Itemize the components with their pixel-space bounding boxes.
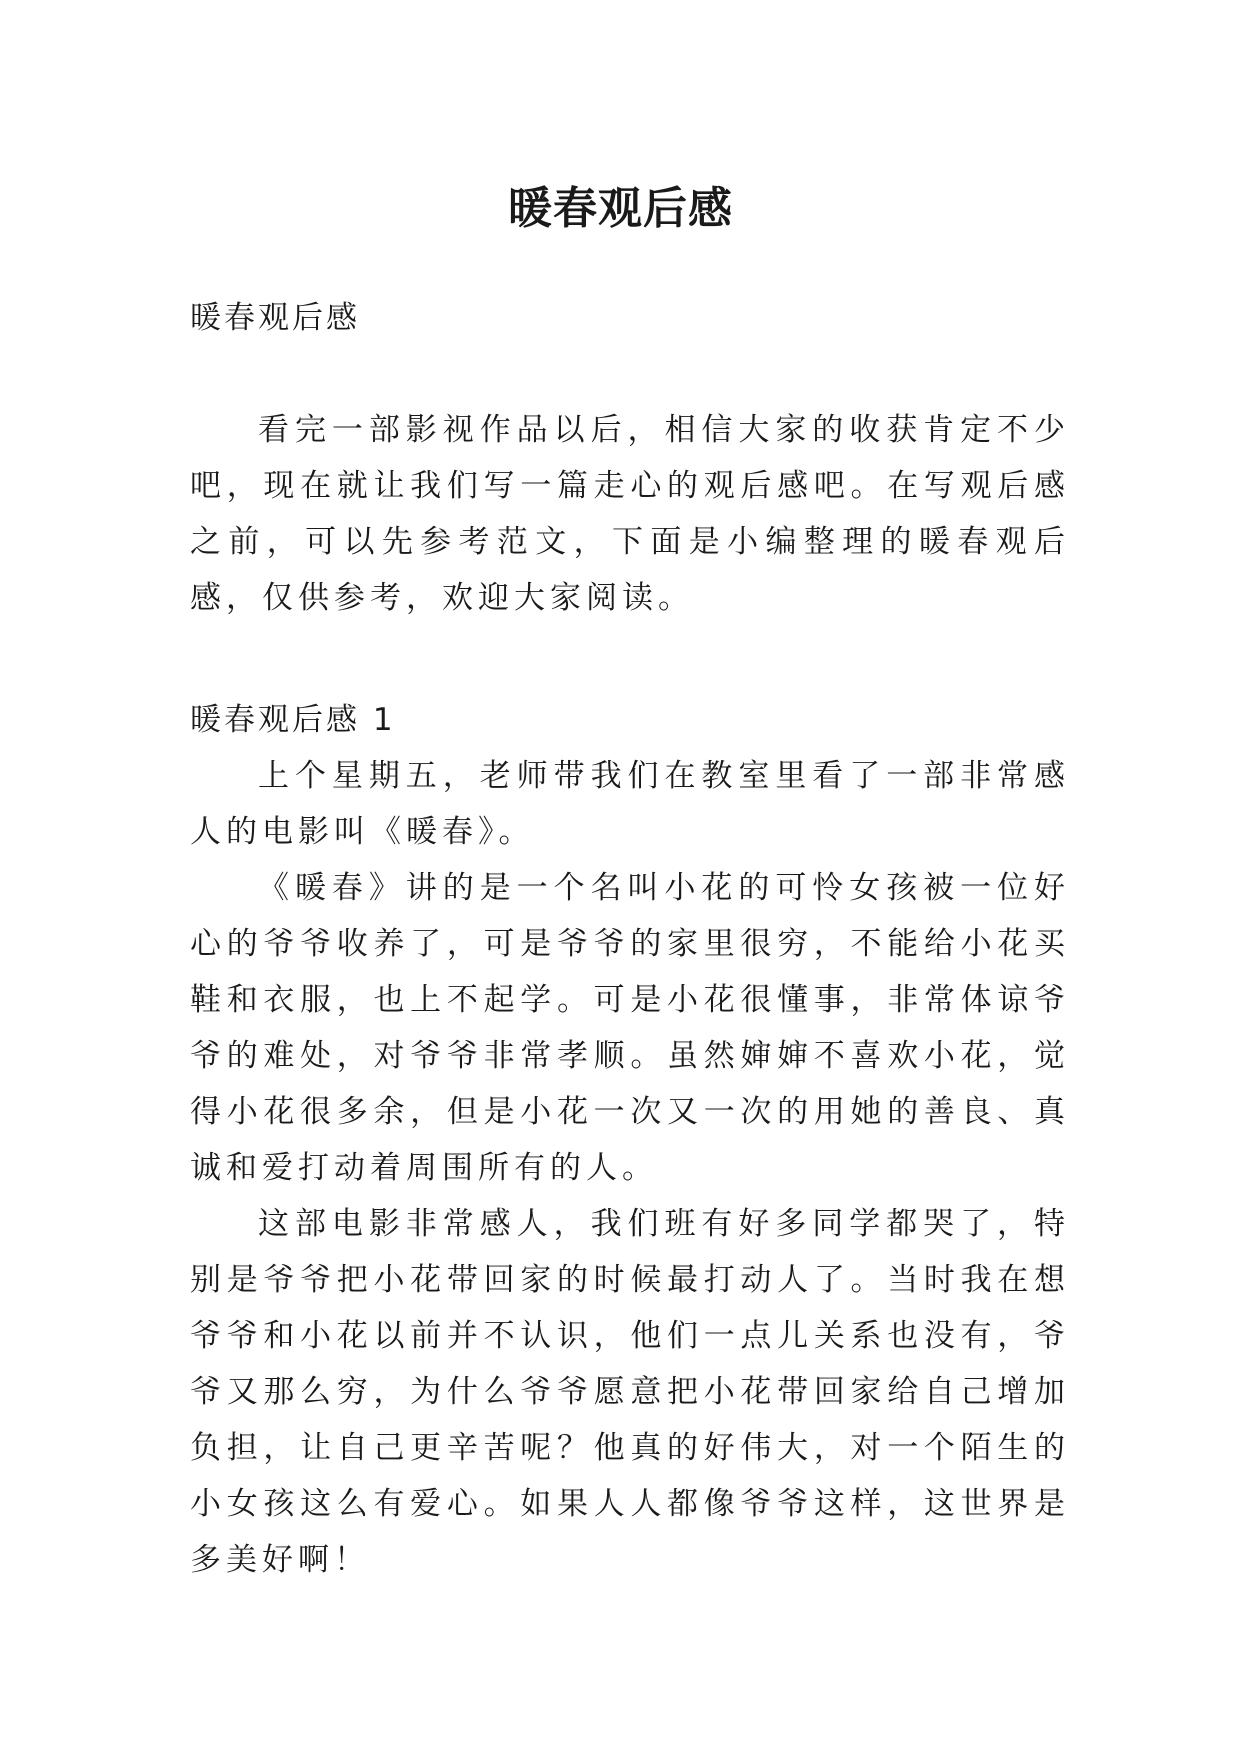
document-title: 暖春观后感 (508, 183, 733, 235)
body-paragraph-3: 这部电影非常感人，我们班有好多同学都哭了，特别是爷爷把小花带回家的时候最打动人了。当时我在想爷爷和小花以前并不认识，他们一点儿关系也没有，爷爷又那么穷，为什么爷爷愿意把小花带回家给自己增加负担，让自己更辛苦呢？他真的好伟大，对一个陌生的小女孩这么有爱心。如果人人都像爷爷这样，这世界是多美好啊！ (190, 1206, 1070, 1578)
document-subtitle: 暖春观后感 (190, 300, 360, 336)
body-paragraph-1: 上个星期五，老师带我们在教室里看了一部非常感人的电影叫《暖春》。 (190, 758, 1070, 850)
section-heading: 暖春观后感 1 (190, 702, 396, 738)
intro-paragraph: 看完一部影视作品以后，相信大家的收获肯定不少吧，现在就让我们写一篇走心的观后感吧。在写观后感之前，可以先参考范文，下面是小编整理的暖春观后感，仅供参考，欢迎大家阅读。 (190, 412, 1070, 616)
body-paragraph-2: 《暖春》讲的是一个名叫小花的可怜女孩被一位好心的爷爷收养了，可是爷爷的家里很穷，不能给小花买鞋和衣服，也上不起学。可是小花很懂事，非常体谅爷爷的难处，对爷爷非常孝顺。虽然婶婶不喜欢小花，觉得小花很多余，但是小花一次又一次的用她的善良、真诚和爱打动着周围所有的人。 (190, 870, 1070, 1186)
